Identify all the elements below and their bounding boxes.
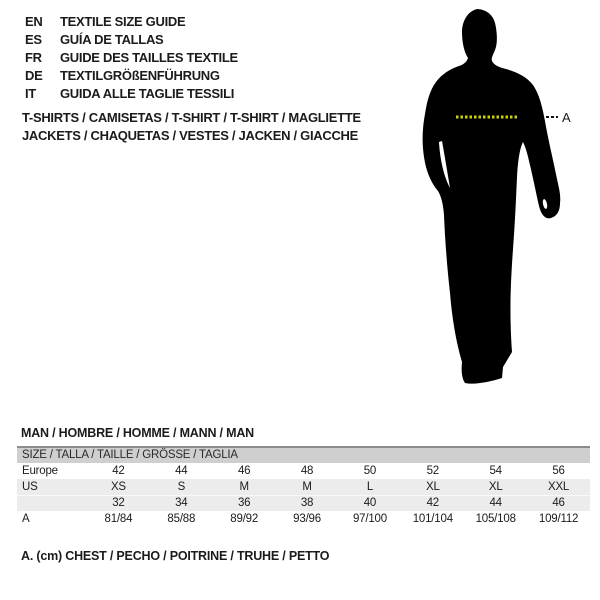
table-cell: XXL <box>547 481 570 493</box>
table-cell: 109/112 <box>538 513 579 525</box>
row-label: US <box>22 481 38 493</box>
table-cell: 44 <box>175 465 188 477</box>
size-table <box>17 446 590 527</box>
language-row-de <box>25 67 238 85</box>
table-cell: 85/88 <box>167 513 196 525</box>
category-jackets: JACKETS / CHAQUETAS / VESTES / JACKEN / GIACCHE <box>22 128 358 143</box>
table-cell: 46 <box>237 465 251 477</box>
size-table-header: SIZE / TALLA / TAILLE / GRÖSSE / TAGLIA <box>17 446 590 463</box>
row-label: A <box>22 513 30 525</box>
row-label <box>17 496 87 511</box>
table-cell: 101/104 <box>412 513 453 525</box>
table-cell: 32 <box>112 497 125 509</box>
table-cell: 36 <box>237 497 251 509</box>
language-code: DE <box>25 68 43 83</box>
language-label: GUÍA DE TALLAS <box>60 32 164 47</box>
table-cell: 46 <box>552 497 565 509</box>
table-cell: XL <box>425 481 440 493</box>
table-cell: 40 <box>363 497 377 509</box>
garment-categories <box>22 109 361 145</box>
section-title-man: MAN / HOMBRE / HOMME / MANN / MAN <box>21 426 254 440</box>
language-label: GUIDE DES TAILLES TEXTILE <box>60 50 238 65</box>
language-row-it <box>25 85 238 103</box>
table-cell: 105/108 <box>475 513 516 525</box>
table-cell: 93/96 <box>293 513 321 525</box>
table-cell: XL <box>488 481 503 493</box>
table-cell: 97/100 <box>352 513 387 525</box>
language-row-fr <box>25 49 238 67</box>
table-row-chest-a <box>17 511 590 527</box>
language-code: FR <box>25 50 42 65</box>
measurement-legend: A. (cm) CHEST / PECHO / POITRINE / TRUHE / PETTO <box>21 549 330 563</box>
measure-label-a: A <box>562 110 571 125</box>
table-cell: 44 <box>489 497 502 509</box>
language-row-en <box>25 13 238 31</box>
table-cell: 54 <box>489 465 502 477</box>
table-cell: XS <box>110 481 126 493</box>
table-cell: 38 <box>300 497 314 509</box>
language-code: ES <box>25 32 42 47</box>
language-code: IT <box>25 86 36 101</box>
table-cell: 34 <box>175 497 188 509</box>
man-silhouette <box>423 9 561 384</box>
category-tshirts: T-SHIRTS / CAMISETAS / T-SHIRT / T-SHIRT / MAGLIETTE <box>22 110 361 125</box>
language-code: EN <box>25 14 43 29</box>
row-label: Europe <box>22 465 58 477</box>
table-cell: 52 <box>426 465 440 477</box>
table-cell: 56 <box>552 465 565 477</box>
table-row-numeric-us <box>17 495 590 511</box>
table-cell: S <box>177 481 186 493</box>
silhouette-hand-notch <box>542 199 548 210</box>
table-row-us <box>17 479 590 495</box>
language-label: TEXTILGRÖßENFÜHRUNG <box>60 68 220 83</box>
table-cell: 50 <box>363 465 377 477</box>
table-row-europe <box>17 463 590 479</box>
language-row-es <box>25 31 238 49</box>
table-cell: 81/84 <box>104 513 133 525</box>
table-cell: M <box>239 481 249 493</box>
table-cell: 89/92 <box>230 513 259 525</box>
language-label: GUIDA ALLE TAGLIE TESSILI <box>60 86 235 101</box>
table-cell: 42 <box>112 465 125 477</box>
table-cell: M <box>302 481 312 493</box>
table-cell: 42 <box>426 497 440 509</box>
language-label: TEXTILE SIZE GUIDE <box>60 14 186 29</box>
silhouette-armpit-gap <box>439 141 450 188</box>
table-cell: 48 <box>300 465 314 477</box>
table-cell: L <box>366 481 374 493</box>
language-list <box>25 13 238 103</box>
